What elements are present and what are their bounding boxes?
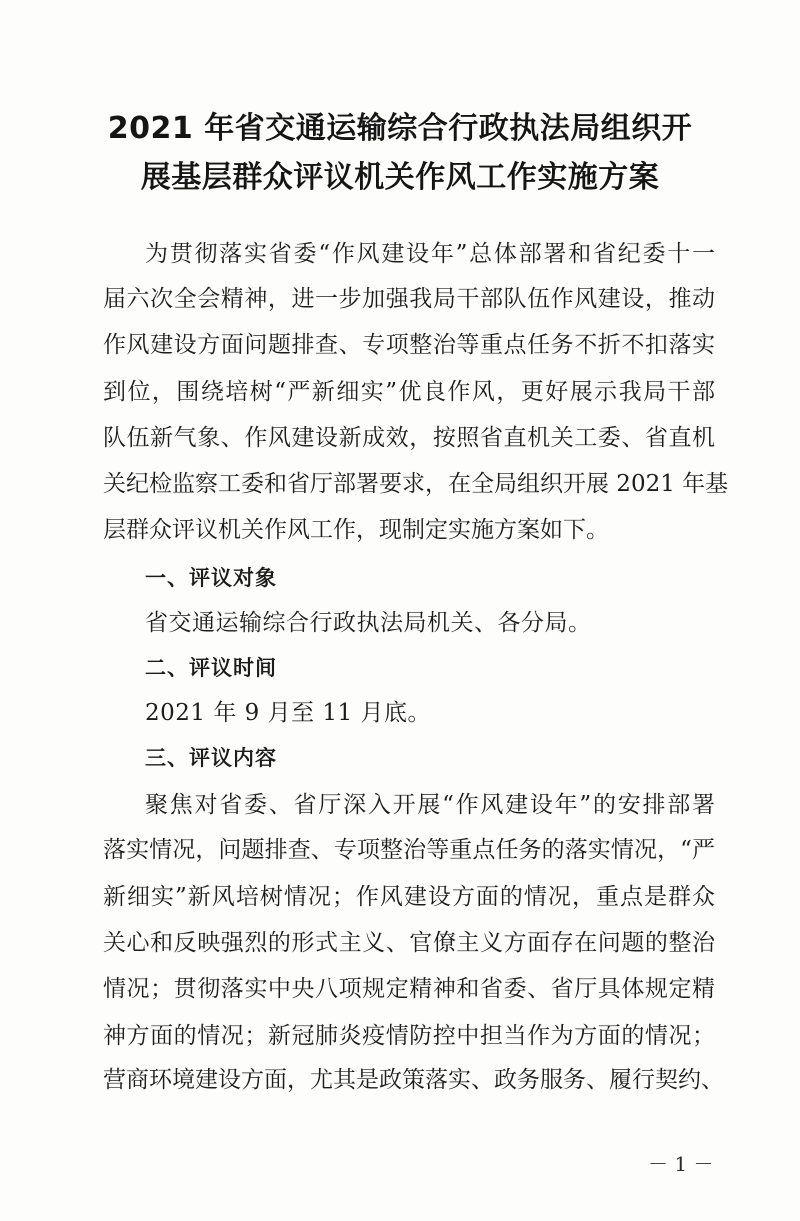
intro-line-3: 作风建设方面问题排查、专项整治等重点任务不折不扣落实 <box>103 332 715 358</box>
intro-line-2: 届六次全会精神，进一步加强我局干部队伍作风建设，推动 <box>103 286 715 312</box>
document-title-line-2: 展基层群众评议机关作风工作实施方案 <box>140 160 660 195</box>
section-3-line-6: 神方面的情况；新冠肺炎疫情防控中担当作为方面的情况； <box>103 1023 715 1049</box>
section-1-text: 省交通运输综合行政执法局机关、各分局。 <box>145 610 592 636</box>
section-3-line-4: 关心和反映强烈的形式主义、官僚主义方面存在问题的整治 <box>103 930 715 956</box>
section-1-heading: 一、评议对象 <box>145 566 277 590</box>
page-number: － 1 － <box>648 1152 714 1176</box>
intro-line-6: 关纪检监察工委和省厅部署要求，在全局组织开展 2021 年基 <box>103 471 729 497</box>
section-3-line-7: 营商环境建设方面，尤其是政策落实、政务服务、履行契约、 <box>103 1067 724 1093</box>
section-3-line-5: 情况；贯彻落实中央八项规定精神和省委、省厅具体规定精 <box>103 976 715 1002</box>
intro-line-5: 队伍新气象、作风建设新成效，按照省直机关工委、省直机 <box>103 425 715 451</box>
intro-line-1: 为贯彻落实省委“作风建设年”总体部署和省纪委十一 <box>145 241 715 267</box>
document-title-line-1: 2021 年省交通运输综合行政执法局组织开 <box>107 111 693 146</box>
section-2-text: 2021 年 9 月至 11 月底。 <box>145 700 431 726</box>
section-3-heading: 三、评议内容 <box>145 746 277 770</box>
intro-line-7: 层群众评议机关作风工作，现制定实施方案如下。 <box>103 517 609 543</box>
intro-line-4: 到位，围绕培树“严新细实”优良作风，更好展示我局干部 <box>103 379 715 405</box>
section-3-line-1: 聚焦对省委、省厅深入开展“作风建设年”的安排部署 <box>145 792 715 818</box>
section-3-line-2: 落实情况，问题排查、专项整治等重点任务的落实情况，“严 <box>103 837 715 863</box>
section-2-heading: 二、评议时间 <box>145 656 277 680</box>
section-3-line-3: 新细实”新风培树情况；作风建设方面的情况，重点是群众 <box>103 884 715 910</box>
